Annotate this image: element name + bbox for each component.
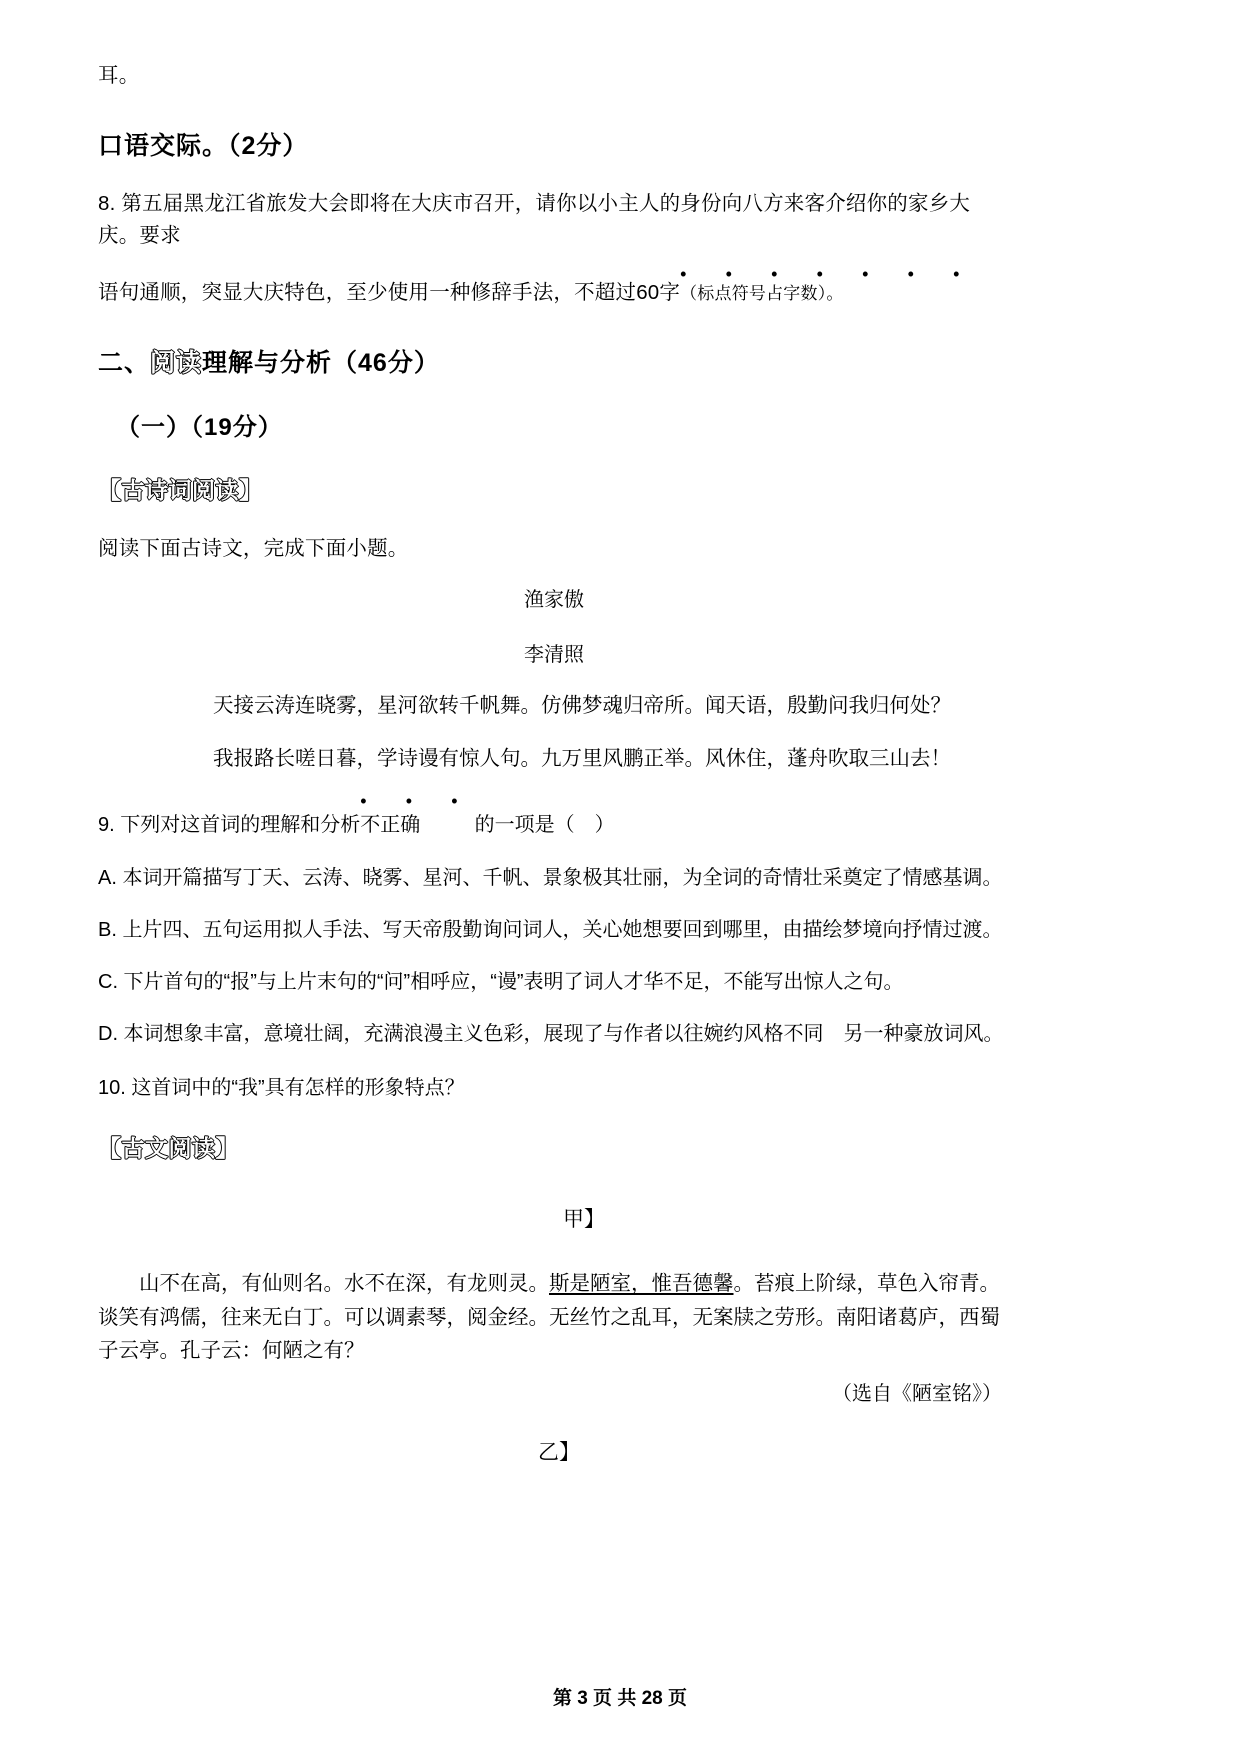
passage-jia-text-a: 山不在高，有仙则名。水不在深，有龙则灵。 (139, 1272, 549, 1296)
question-9 (98, 791, 1010, 837)
question-8-text-b: （标点符号占字数）。 (680, 284, 844, 304)
option-b: B. 上片四、五句运用拟人手法、写天帝殷勤询问词人，关心她想要回到哪里，由描绘梦境向抒情过渡。 (98, 919, 1003, 942)
poem-title: 渔家傲 (524, 588, 584, 611)
option-d: D. 本词想象丰富，意境壮阔，充满浪漫主义色彩，展现了与作者以往婉约风格不同 另一种豪放词风。 (98, 1023, 1004, 1046)
question-8-text-a: 语句通顺，突显大庆特色，至少使用一种修辞手法，不超过60字 (98, 281, 681, 305)
question-9-emph-text: 不正确 (360, 814, 421, 837)
carryover-fragment: 耳。 (98, 64, 140, 87)
poetry-instruction: 阅读下面古诗文，完成下面小题。 (98, 537, 409, 561)
question-8-line-1: 8. 第五届黑龙江省旅发大会即将在大庆市召开，请你以小主人的身份向八方来客介绍你的家乡大庆。要求 (98, 191, 971, 247)
page-footer: 第 3 页 共 28 页 (552, 1688, 688, 1709)
question-8-emphasis (680, 264, 977, 307)
passage-yi-label: 乙】 (538, 1440, 580, 1464)
question-8-line-2 (98, 264, 1010, 309)
tag-classical-poetry-reading: 【古诗词阅读】 (98, 477, 263, 504)
passage-jia-underlined: 斯是陋室，惟吾德馨 (549, 1272, 734, 1296)
tag-classical-prose-reading: 【古文阅读】 (98, 1135, 239, 1162)
heading-oral-communication: 口语交际。（2分） (98, 131, 309, 160)
question-9-text-b: 的一项是（ ） (474, 814, 615, 837)
heading-section-two (98, 343, 1010, 379)
heading-subsection-one: （一）（19分） (116, 414, 283, 442)
emphasis-dots: • • • (360, 791, 475, 812)
passage-jia-text (98, 1267, 1010, 1367)
poem-line-2: 我报路长嗟日暮，学诗谩有惊人句。九万里风鹏正举。风休住，蓬舟吹取三山去！ (213, 746, 951, 770)
option-a: A. 本词开篇描写丁天、云涛、晓雾、星河、千帆、景象极其壮丽，为全词的奇情壮采奠定了情感基调。 (98, 867, 1003, 890)
page-content (98, 60, 1010, 1466)
passage-jia-source: （选自《陋室铭》） (832, 1382, 1002, 1405)
heading-section-two-prefix: 二、 (98, 349, 151, 378)
question-9-text-a: 9. 下列对这首词的理解和分析 (98, 814, 361, 837)
heading-section-two-suffix: 理解与分析（46分） (202, 349, 440, 378)
question-9-emphasis (360, 791, 475, 837)
question-10: 10. 这首词中的“我”具有怎样的形象特点？ (98, 1077, 465, 1100)
option-c: C. 下片首句的“报”与上片末句的“问”相呼应，“谩”表明了词人才华不足，不能写出惊人之句。 (98, 971, 904, 994)
heading-section-two-outline: 阅读 (150, 349, 203, 378)
passage-jia-text-b: 。苔痕上阶绿，草色入帘青。谈笑有鸿儒，往来无白丁。可以调素琴，阅金经。无丝竹之乱耳，无案牍之劳形。南阳诸葛庐，西蜀子云亭。孔子云：何陋之有？ (98, 1272, 1000, 1362)
passage-jia-label: 甲】 (563, 1208, 605, 1232)
poem-author: 李清照 (524, 643, 584, 666)
poem-line-1: 天接云涛连晓雾，星河欲转千帆舞。仿佛梦魂归帝所。闻天语，殷勤问我归何处？ (213, 693, 951, 717)
emphasis-dots: • • • • • • • (680, 264, 977, 285)
